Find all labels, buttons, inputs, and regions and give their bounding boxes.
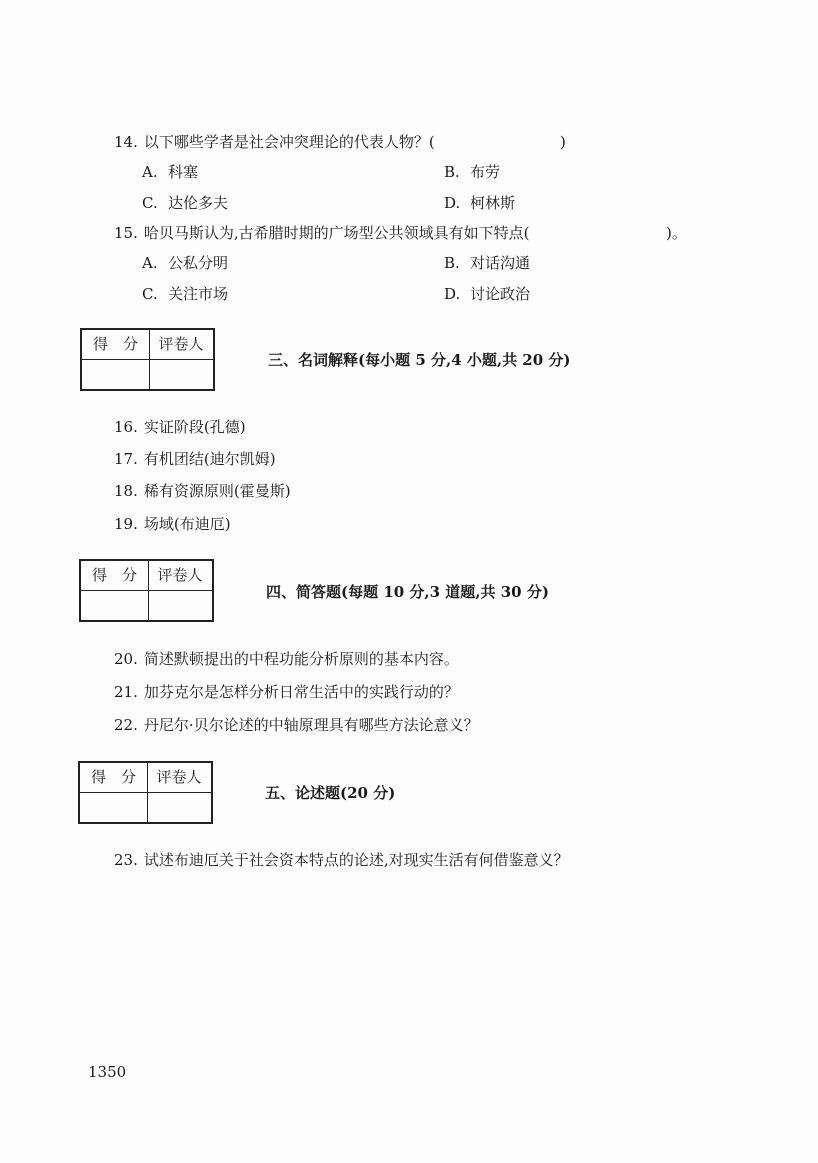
question-number: 14. [114,133,138,151]
question-number: 21. [114,683,138,701]
question-22 [114,715,479,735]
option-letter: B. [444,254,460,272]
option-letter: B. [444,163,460,181]
option-b [444,162,500,182]
option-text: 达伦多夫 [168,194,229,212]
option-c [142,193,228,213]
question-23 [114,850,569,870]
score-label: 得 分 [90,768,136,786]
question-number: 15. [114,224,138,242]
option-a [142,253,228,273]
grader-label: 评卷人 [156,768,202,786]
option-c [142,284,228,304]
option-d [444,193,515,213]
option-letter: A. [142,163,158,181]
option-text: 科塞 [168,163,199,181]
option-letter: A. [142,254,158,272]
option-text: 公私分明 [168,254,229,272]
score-box [79,559,214,622]
question-15 [114,223,529,243]
option-text: 对话沟通 [470,254,531,272]
option-a [142,162,198,182]
question-number: 18. [114,482,138,500]
question-15-close-paren: )。 [666,224,687,242]
score-field[interactable] [81,591,148,620]
question-17 [114,449,276,469]
question-text: 实证阶段(孔德) [143,418,246,436]
question-16 [114,417,246,437]
option-text: 布劳 [470,163,501,181]
option-text: 关注市场 [168,285,229,303]
question-text: 有机团结(迪尔凯姆) [143,450,276,468]
grader-field[interactable] [147,793,211,822]
option-text: 柯林斯 [470,194,516,212]
question-number: 22. [114,716,138,734]
score-box [80,328,215,391]
grader-field[interactable] [148,591,212,620]
question-text: 试述布迪厄关于社会资本特点的论述,对现实生活有何借鉴意义？ [143,851,569,869]
score-label: 得 分 [91,566,137,584]
question-number: 20. [114,650,138,668]
option-d [444,284,530,304]
question-21 [114,682,459,702]
score-field[interactable] [82,360,149,389]
section-title: 三、名词解释(每小题 5 分,4 小题,共 20 分) [268,351,571,369]
option-letter: C. [142,194,158,212]
question-number: 19. [114,515,138,533]
option-letter: D. [444,285,461,303]
question-19 [114,514,231,534]
question-14-close-paren: ) [560,133,566,151]
question-18 [114,481,291,501]
section-title: 五、论述题(20 分) [265,784,396,802]
section-title: 四、简答题(每题 10 分,3 道题,共 30 分) [266,583,549,601]
page-number: 1350 [88,1063,127,1081]
option-letter: D. [444,194,461,212]
question-text: 简述默顿提出的中程功能分析原则的基本内容。 [143,650,459,668]
question-text: 丹尼尔·贝尔论述的中轴原理具有哪些方法论意义？ [143,716,479,734]
question-text: 稀有资源原则(霍曼斯) [143,482,291,500]
question-text: 加芬克尔是怎样分析日常生活中的实践行动的？ [143,683,459,701]
question-number: 17. [114,450,138,468]
question-20 [114,649,459,669]
option-text: 讨论政治 [470,285,531,303]
score-label: 得 分 [92,335,138,353]
grader-field[interactable] [149,360,213,389]
score-field[interactable] [80,793,147,822]
question-text: 场域(布迪厄) [143,515,231,533]
question-number: 16. [114,418,138,436]
grader-label: 评卷人 [158,335,204,353]
grader-label: 评卷人 [157,566,203,584]
option-letter: C. [142,285,158,303]
score-box [78,761,213,824]
question-text: 哈贝马斯认为,古希腊时期的广场型公共领域具有如下特点( [143,224,530,242]
question-text: 以下哪些学者是社会冲突理论的代表人物？( [143,133,435,151]
question-number: 23. [114,851,138,869]
option-b [444,253,530,273]
question-14 [114,132,435,152]
